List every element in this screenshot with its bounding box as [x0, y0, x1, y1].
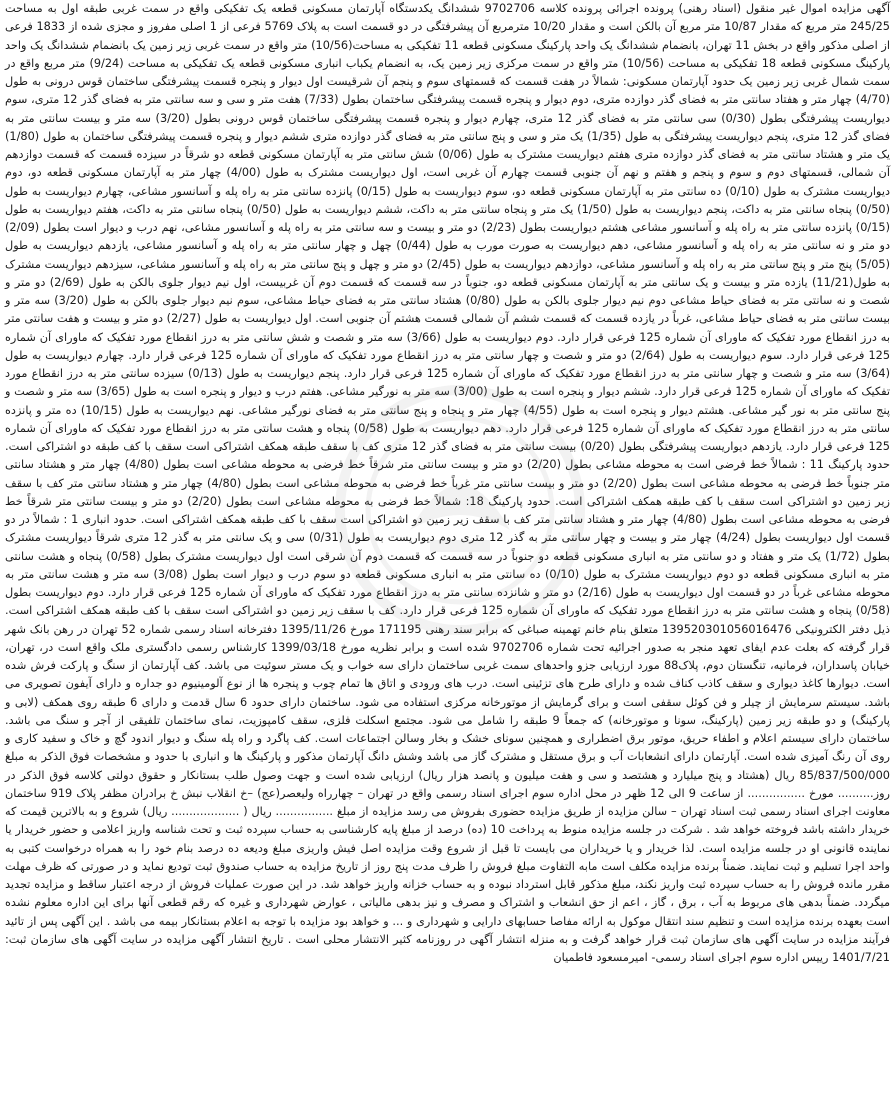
auction-notice-text: آگهی مزایده اموال غیر منقول (اسناد رهنی) پرونده اجرائی پرونده کلاسه 9702706 ششدانگ یکدستگاه آپارتمان مسکونی قطعه یک تفکیکی واقع در سمت غربی طبقه اول به مساحت 245/25 متر مربع که مقدار 10/87 متر مربع آن بالکن است و مقدار 10/20 مترمربع آن پیشرفتگی در دو قسمت است به پلاک 5769 فرعی از 1 اصلی مفروز و مجزی شده از 1833 فرعی از اصلی مذکور واقع در بخش 11 تهران، بانضمام ششدانگ یک واحد پارکینگ مسکونی قطعه 11 تفکیکی به مساحت(10/56) متر واقع در سمت غربی زیر زمین یک بانضمام ششدانگ یک واحد پارکینگ مسکونی قطعه 18 تفکیکی به مساحت (10/56) متر واقع در سمت مرکزی زیر زمین یک، به انضمام یکباب انباری مسکونی قطعه یک تفکیکی به مساحت (9/24) متر مربع واقع در سمت شمال غربی زیر زمین یک حدود آپارتمان مسکونی: شمالاً در هفت قسمت که قسمتهای سوم و پنجم آن شرقیست اول دیوار و پنجره قسمت پیشرفتگی ساختمان قوس درونی به طول (4/70) چهار متر و هفتاد سانتی متر به فضای گذر دوازده متری، دوم دیوار و پنجره قسمت پیشرفتگی ساختمان بطول (7/33) هفت متر و سی و سه سانتی متر به فضای گذر 12 متری، سوم دیواریست پیشرفتگی بطول (0/30) سی سانتی متر به فضای گذر 12 متری، چهارم دیوار و پنجره قسمت پیشرفتگی ساختمان قوس درونی بطول (3/20) سه متر و بیست سانتی متر به فضای گذر 12 متری، پنجم دیواریست پیشرفتگی به طول (1/35) یک متر و سی و پنج سانتی متر به فضای گذر دوازده متری ششم دیوار و پنجره قسمت پیشرفتگی ساختمان به طول (1/80) یک متر و هشتاد سانتی متر به فضای گذر دوازده متری هفتم دیواریست مشترک به طول (0/06) شش سانتی متر به آپارتمان مسکونی قطعه دو شرقاً در سیزده قسمت که قسمت دوازدهم آن شمالی، قسمتهای دوم و سوم و پنجم و هفتم و نهم آن جنوبی قسمت چهارم آن غربی است، اول دیواریست مشترک به طول (4/00) چهار متر به آپارتمان مسکونی قطعه دو، دوم دیواریست مشترک به طول (0/10) ده سانتی متر به آپارتمان مسکونی قطعه دو، سوم دیواریست به طول (0/15) پانزده سانتی متر به راه پله و آسانسور مشاعی، چهارم دیواریست به طول (0/50) پنجاه سانتی متر به داکت، پنجم دیواریست به طول (1/50) یک متر و پنجاه سانتی متر به داکت، ششم دیواریست به طول (0/50) پنجاه سانتی متر به داکت، هفتم دیواریست به طول (0/15) پانزده سانتی متر به راه پله و آسانسور مشاعی هشتم دیواریست بطول (2/23) دو متر و بیست و سه سانتی متر به راه پله و آسانسور مشاعی، نهم درب و دیوار است بطول (2/09) دو متر و نه سانتی متر به راه پله و آسانسور مشاعی، دهم دیواریست به صورت مورب به طول (0/44) چهل و چهار سانتی متر به راه پله و آسانسور مشاعی، یازدهم دیواریست به طول (5/05) پنج متر و پنج سانتی متر به راه پله و آسانسور مشاعی، دوازدهم دیواریست به طول (2/45) دو متر و چهل و پنج سانتی متر به راه پله و آسانسور مشاعی، سیزدهم دیواریست مشترک به طول(11/21) یازده متر و بیست و یک سانتی متر به آپارتمان مسکونی قطعه دو، جنوباً در سه قسمت که قسمت دوم آن غربیست، اول نیم دیوار جلوی بالکن به طول (2/69) دو متر و شصت و نه سانتی متر به فضای حیاط مشاعی دوم نیم دیوار جلوی بالکن به طول (0/80) هشتاد سانتی متر به فضای حیاط مشاعی، سوم نیم دیوار جلوی بالکن به طول (3/20) سه متر و بیست سانتی متر به فضای حیاط مشاعی، غرباً در یازده قسمت که قسمت ششم آن شمالی قسمت هشتم آن جنوبی است. اول دیواریست به طول (2/27) دو متر و بیست و هفت سانتی متر به درز انقطاع مورد تفکیک که ماورای آن شماره 125 فرعی قرار دارد. دوم دیواریست به طول (3/66) سه متر و شصت و شش سانتی متر به درز انقطاع مورد تفکیک که ماورای آن شماره 125 فرعی قرار دارد. سوم دیواریست به طول (2/64) دو متر و شصت و چهار سانتی متر به درز انقطاع مورد تفکیک که ماورای آن شماره 125 فرعی قرار دارد. چهارم دیواریست به طول (3/64) سه متر و شصت و چهار سانتی متر به درز انقطاع مورد تفکیک که ماورای آن شماره 125 فرعی قرار دارد. پنجم دیواریست به طول (0/13) سیزده سانتی متر به درز انقطاع مورد تفکیک که ماورای آن شماره 125 فرعی قرار دارد. ششم دیوار و پنجره است به طول (3/00) سه متر به نورگیر مشاعی. هفتم درب و دیوار و پنجره است به طول (3/65) سه متر و شصت و پنج سانتی متر به نور گیر مشاعی. هشتم دیوار و پنجره است به طول (4/55) چهار متر و پنجاه و پنج سانتی متر به فضای نورگیر مشاعی. نهم دیواریست به طول (10/15) ده متر و پانزده سانتی متر به درز انقطاع مورد تفکیک که ماورای آن شماره 125 فرعی قرار دارد. دهم دیواریست به طول (0/58) پنجاه و هشت سانتی متر به درز انقطاع مورد تفکیک که ماورای آن شماره 125 فرعی قرار دارد. یازدهم دیواریست پیشرفتگی بطول (0/20) بیست سانتی متر به فضای گذر 12 متری کف با سقف طبقه همکف اشتراکی است سقف با کف طبقه دو اشتراکی است. حدود پارکینگ 11 : شمالاً خط فرضی است به محوطه مشاعی بطول (2/20) دو متر و بیست سانتی متر شرقاً خط فرضی به محوطه مشاعی است بطول (4/80) چهار متر و هشتاد سانتی متر جنوباً خط فرضی به محوطه مشاعی است بطول (2/20) دو متر و بیست سانتی متر غرباً خط فرضی به محوطه مشاعی است بطول (4/80) چهار متر و هشتاد سانتی متر کف با سقف زیر زمین دو اشتراکی است سقف با کف طبقه همکف اشتراکی است. حدود پارکینگ 18: شمالاً خط فرضی به محوطه مشاعی است بطول (2/20) دو متر و بیست سانتی متر شرقاً خط فرضی به محوطه مشاعی است بطول (4/80) چهار متر و هشتاد سانتی متر کف با سقف زیر زمین دو اشتراکی است سقف با کف طبقه همکف اشتراکی است. حدود انباری 1 : شمالاً در دو قسمت اول دیواریست بطول (4/24) چهار متر و بیست و چهار سانتی متر به گذر 12 متری دوم دیواریست به طول (0/31) سی و یک سانتی متر به گذر 12 متری شرقاً دیواریست مشترک بطول (1/72) یک متر و هفتاد و دو سانتی متر به انباری مسکونی قطعه دو جنوباً در سه قسمت که قسمت دوم آن شرقی است اول دیواریست مشترک بطول (0/58) پنجاه و هشت سانتی متر به انباری مسکونی قطعه دو دوم دیواریست مشترک به طول (0/10) ده سانتی متر به انباری مسکونی قطعه دو سوم درب و دیوار است بطول (3/08) سه متر و هشت سانتی متر به محوطه مشاعی غرباً در دو قسمت اول دیواریست به طول (2/16) دو متر و شانزده سانتی متر به درز انقطاع مورد تفکیک که ماورای آن شماره 125 فرعی قرار دارد. دوم دیواریست بطول (0/58) پنجاه و هشت سانتی متر به درز انقطاع مورد تفکیک که ماورای آن شماره 125 فرعی قرار دارد. کف با سقف زیر زمین دو اشتراکی است سقف با کف طبقه همکف اشتراکی است. ذیل دفتر الکترونیکی 139520301056016476 متعلق بنام خانم تهمینه صباغی که برابر سند رهنی 171195 مورخ 1395/11/26 دفترخانه اسناد رسمی شماره 52 تهران در رهن بانک شهر قرار گرفته که بعلت عدم ایفای تعهد منجر به صدور اجرائیه تحت شماره 9702706 شده است و برابر نظریه مورخ 1399/03/18 کارشناس رسمی دادگستری ملک واقع است در، تهران، خیابان پاسداران، فرمانیه، تنگستان دوم، پلاک88 مورد ارزیابی جزو واحدهای سمت غربی ساختمان دارای سه خواب و یک مستر سوئیت می باشد. کف آپارتمان از سنگ و پارکت فرش شده است. دیوارها کاغذ دیواری و سقف کاذب کناف شده و دارای طرح های تزئینی است. درب های ورودی و اتاق ها تمام چوب و پنجره ها از نوع آلومینیوم دو جداره و دارای آیفون تصویری می باشد. سیستم سرمایش از چیلر و فن کوئل سقفی است و برای گرمایش از موتورخانه مرکزی استفاده می شود. ساختمان دارای حدود 6 سال قدمت و دارای 6 طبقه روی همکف (لابی و پارکینگ) و دو طبقه زیر زمین (پارکینگ، سونا و موتورخانه) که جمعاً 9 طبقه را شامل می شود. مجتمع اسکلت فلزی، سقف کامپوزیت، نمای ساختمان تلفیقی از آجر و سنگ می باشد. ساختمان دارای سیستم اعلام و اطفاء حریق، موتور برق اضطراری و همچنین سونای خشک و بخار وسالن اجتماعات است. کف پاگرد و راه پله سنگ و دیوار اندود گچ و خاک و سفید کاری و روی آن رنگ آمیزی شده است. آپارتمان دارای انشعابات آب و برق مستقل و مشترک گاز می باشد وشش دانگ آپارتمان مذکور و پارکینگ ها و انباری با حدود و مشخصات فوق الذکر به مبلغ 85/837/500/000 ریال (هشتاد و پنج میلیارد و هشتصد و سی و هفت میلیون و پانصد هزار ریال) ارزیابی شده است و جهت وصول طلب بستانکار و حقوق دولتی کلاسه فوق الذکر در روز.......... مورخ ................ از ساعت 9 الی 12 ظهر در محل اداره سوم اجرای اسناد رسمی واقع در تهران – چهارراه ولیعصر(عج) –خ انقلاب نبش خ برادران مظفر پلاک 919 ساختمان معاونت اجرای اسناد رسمی ثبت اسناد تهران – سالن مزایده از طریق مزایده حضوری بفروش می رسد مزایده از مبلغ ................ ریال ( ................... ریال) شروع و به بالاترین قیمت که خریدار داشته باشد فروخته خواهد شد . شرکت در جلسه مزایده منوط به پرداخت 10 (ده) درصد از مبلغ پایه کارشناسی به حساب سپرده ثبت و تحت شناسه واریز اعلامی و حضور خریدار یا نماینده قانونی او در جلسه مزایده است. لذا خریدار و یا خریداران می بایست تا قبل از شروع وقت مزایده اصل فیش واریزی مبلغ ودیعه ده درصد بنام خود را به همراه درخواست کتبی به واحد اجرا تسلیم و ثبت نمایند. ضمناً برنده مزایده مکلف است مابه التفاوت مبلغ فروش را ظرف مدت پنج روز از تاریخ مزایده به حساب صندوق ثبت تودیع نماید و در صورتی که ظرف مهلت مقرر مانده فروش را به حساب سپرده ثبت واریز نکند، مبلغ مذکور قابل استرداد نبوده و به حساب خزانه واریز خواهد شد. در این صورت عملیات فروش از درجه اعتبار ساقط و مزایده تجدید میگردد. ضمناً بدهی های مربوط به آب ، برق ، گاز ، اعم از حق انشعاب و اشتراک و مصرف و نیز بدهی مالیاتی ، عوارض شهرداری و غیره که رقم قطعی آنها برای این اداره معلوم نشده است بعهده برنده مزایده است و تنظیم سند انتقال موکول به ارائه مفاصا حسابهای دارایی و شهرداری و ... و خواهد بود مزایده با توجه به اعلام بستانکار بیمه می باشد . این آگهی پس از تائید فرآیند مزایده در سایت آگهی های سازمان ثبت قرار خواهد گرفت و به منزله انتشار آگهی در روزنامه کثیر الانتشار محلی است . تاریخ انتشار آگهی مزایده در سایت آگهی های سازمان ثبت: 1401/7/21 رییس اداره سوم اجرای اسناد رسمی- امیرمسعود فاطمیان — [5, 2, 891, 964]
